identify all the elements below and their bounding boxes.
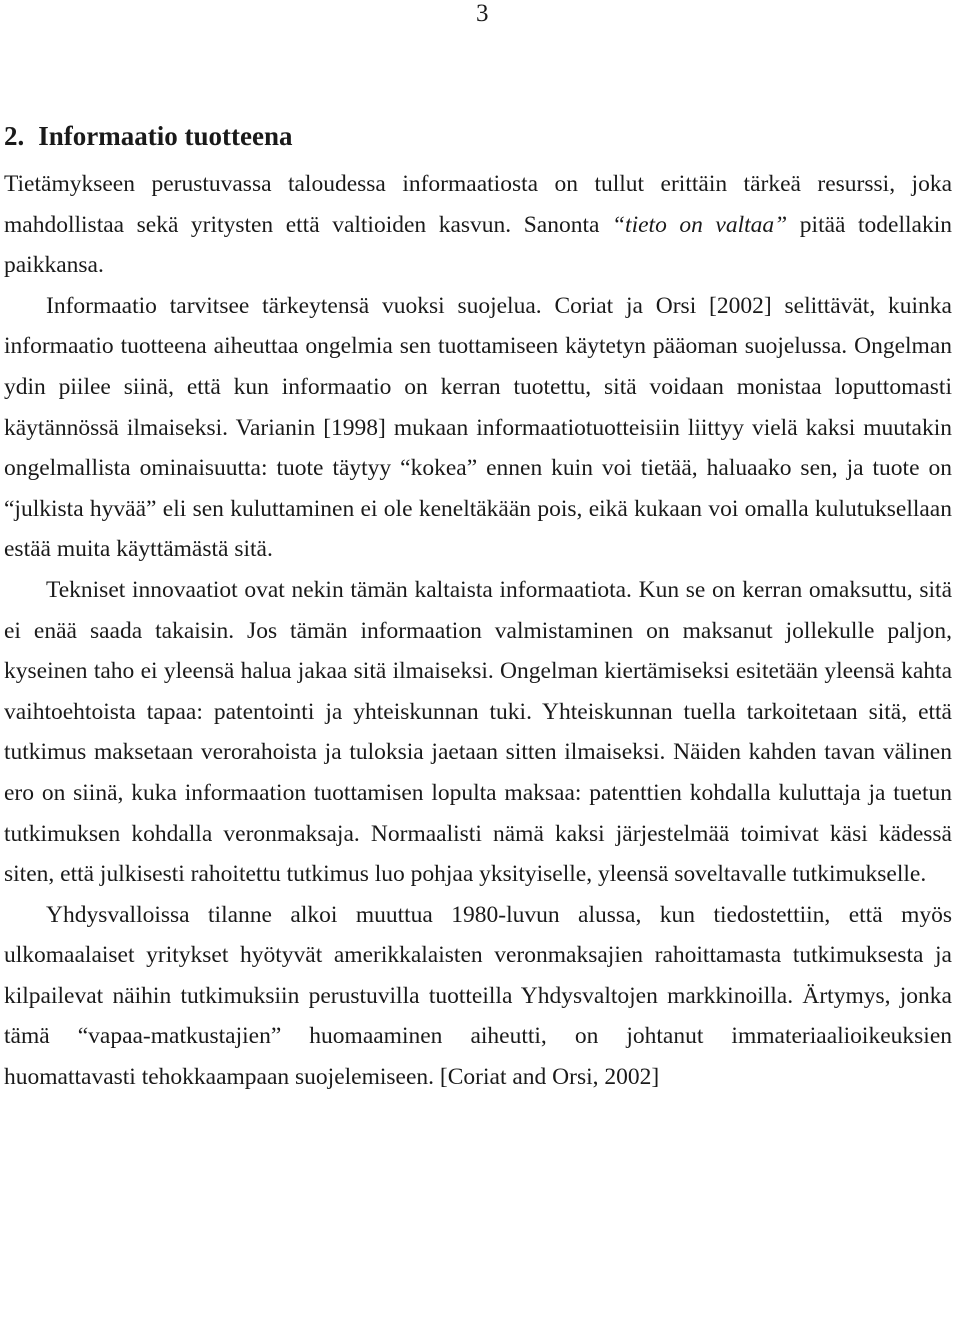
paragraph-1-rest: pitää todellakin paikkansa. — [4, 211, 952, 279]
section-number: 2. — [4, 121, 25, 151]
page-number: 3 — [476, 0, 489, 27]
section-title: Informaatio tuotteena — [38, 121, 293, 151]
paragraph-1-intro: Tietämykseen perustuvassa taloudessa informaatiosta on tullut erittäin tärkeä resurssi, joka mahdollistaa sekä yritysten että valtioiden kasvun. Sanonta — [4, 171, 952, 238]
paragraph-4: Yhdysvalloissa tilanne alkoi muuttua 1980-luvun alussa, kun tiedostettiin, että myös ulkomaalaiset yritykset hyötyvät amerikkalaisten veronmaksajien rahoittamasta tutkimuksesta ja kilpailevat näihin tutkimuksiin perustuvilla tuotteilla Yhdysvaltojen markkinoilla. Ärtymys, jonka tämä “vapaa-matkustajien” huomaaminen aiheutti, on johtanut immateriaalioikeuksien huomattavasti tehokkaampaan suojelemiseen. [Coriat and Orsi, 2002] — [4, 901, 952, 1091]
paragraph-3: Tekniset innovaatiot ovat nekin tämän kaltaista informaatiota. Kun se on kerran omaksuttu, sitä ei enää saada takaisin. Jos tämän informaation valmistaminen on maksanut jollekulle paljon, kyseinen taho ei yleensä halua jakaa sitä ilmaiseksi. Ongelman kiertämiseksi esitetään yleensä kahta vaihtoehtoista tapaa: patentointi ja yhteiskunnan tuki. Yhteiskunnan tuella tarkoitetaan sitä, että tutkimus maksetaan verorahoista ja tuloksia jaetaan sitten ilmaiseksi. Näiden kahden tavan välinen ero on siinä, kuka informaation tuottamisen lopulta maksaa: patenttien kohdalla kuluttaja ja tuetun tutkimuksen kohdalla veronmaksaja. Normaalisti nämä kaksi järjestelmää toimivat käsi kädessä siten, että julkisesti rahoitettu tutkimus luo pohjaa yksityiselle, yleensä soveltavalle tutkimukselle. — [4, 576, 952, 888]
paragraph-2: Informaatio tarvitsee tärkeytensä vuoksi suojelua. Coriat ja Orsi [2002] selittävät, kuinka informaatio tuotteena aiheuttaa ongelmia sen tuottamiseen käytetyn pääoman suojelussa. Ongelman ydin piilee siinä, että kun informaatio on kerran tuotettu, sitä voidaan monistaa loputtomasti käytännössä ilmaiseksi. Varianin [1998] mukaan informaatiotuotteisiin liittyy vielä kaksi muutakin ongelmallista ominaisuutta: tuote täytyy “kokea” ennen kuin voi tietää, haluaako sen, ja tuote on “julkista hyvää” eli sen kuluttaminen ei ole keneltäkään pois, eikä kukaan voi omalla kulutuksellaan estää muita käyttämästä sitä. — [4, 292, 952, 563]
paragraph-1 — [4, 164, 952, 286]
section-heading — [4, 118, 292, 154]
paragraph-1-quote: “tieto on valtaa” — [611, 211, 788, 238]
body-text — [4, 164, 952, 1098]
